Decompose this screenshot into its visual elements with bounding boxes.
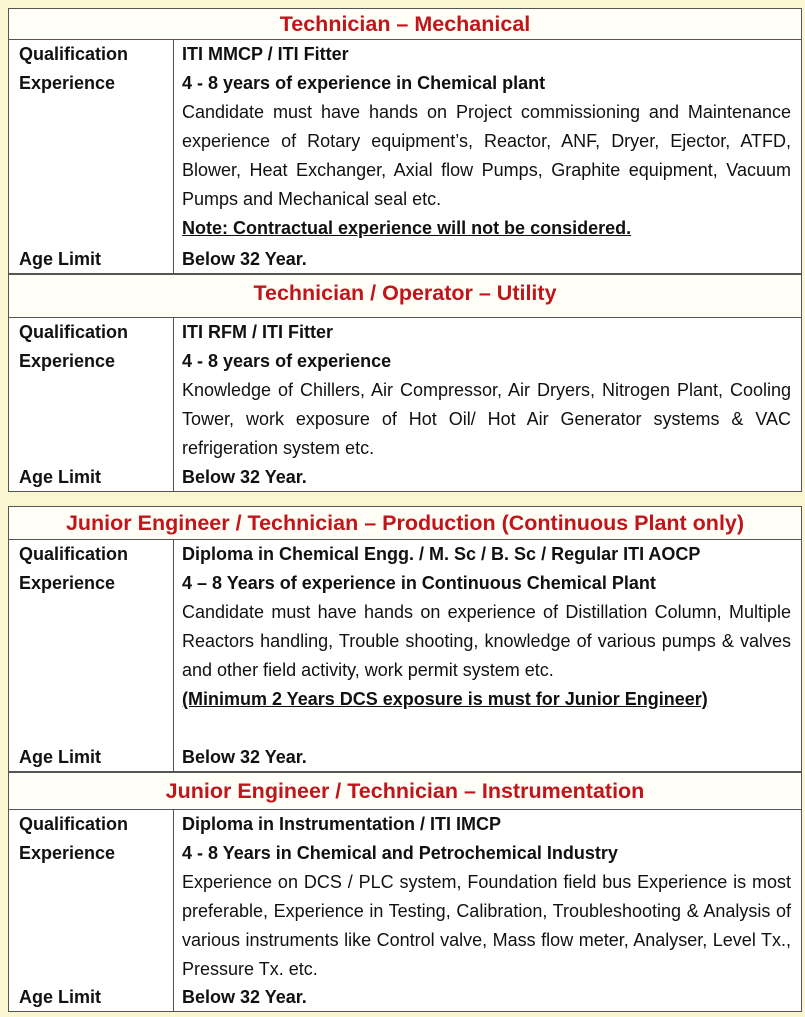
section-title: Junior Engineer / Technician – Instrumentation bbox=[9, 773, 801, 810]
label-column bbox=[9, 810, 174, 1012]
experience-label: Experience bbox=[19, 573, 116, 593]
age-limit-label: Age Limit bbox=[19, 747, 102, 767]
age-limit-label: Age Limit bbox=[19, 467, 102, 487]
qualification-value: Diploma in Chemical Engg. / M. Sc / B. Sc / Regular ITI AOCP bbox=[182, 544, 701, 564]
experience-description: Candidate must have hands on Project commissioning and Maintenance experience of Rotary equipment’s, Reactor, ANF, Dryer, Ejector, ATFD, Blower, Heat Exchanger, Axial flow Pumps, Graphite equipment, Vacuum Pumps and Mechanical seal etc. bbox=[182, 102, 791, 209]
experience-description: Knowledge of Chillers, Air Compressor, Air Dryers, Nitrogen Plant, Cooling Tower, work exposure of Hot Oil/ Hot Air Generator systems & VAC refrigeration system etc. bbox=[182, 380, 791, 458]
note-text: (Minimum 2 Years DCS exposure is must for Junior Engineer) bbox=[182, 689, 708, 709]
qualification-value: Diploma in Instrumentation / ITI IMCP bbox=[182, 814, 502, 834]
label-column bbox=[9, 540, 174, 772]
label-column bbox=[9, 318, 174, 492]
age-limit-value: Below 32 Year. bbox=[182, 249, 307, 269]
section-title: Technician / Operator – Utility bbox=[9, 275, 801, 318]
label-column bbox=[9, 40, 174, 274]
section-instrumentation bbox=[8, 772, 802, 1012]
qualification-label: Qualification bbox=[19, 544, 129, 564]
section-title: Junior Engineer / Technician – Production (Continuous Plant only) bbox=[9, 507, 801, 540]
value-column bbox=[174, 540, 801, 772]
note-text: Note: Contractual experience will not be considered. bbox=[182, 218, 632, 238]
experience-label: Experience bbox=[19, 73, 116, 93]
experience-label: Experience bbox=[19, 351, 116, 371]
experience-value: 4 – 8 Years of experience in Continuous Chemical Plant bbox=[182, 573, 656, 593]
age-limit-value: Below 32 Year. bbox=[182, 467, 307, 487]
section-title: Technician – Mechanical bbox=[9, 9, 801, 40]
section-mechanical bbox=[8, 8, 802, 274]
age-limit-value: Below 32 Year. bbox=[182, 747, 307, 767]
section-production bbox=[8, 506, 802, 772]
value-column bbox=[174, 318, 801, 492]
experience-description: Experience on DCS / PLC system, Foundation field bus Experience is most preferable, Experience in Testing, Calibration, Troubleshooting & Analysis of various instruments like Control valve, Mass flow meter, Analyser, Level Tx., Pressure Tx. etc. bbox=[182, 872, 791, 979]
section-utility bbox=[8, 274, 802, 492]
value-column bbox=[174, 40, 801, 274]
age-limit-value: Below 32 Year. bbox=[182, 987, 307, 1007]
qualification-value: ITI RFM / ITI Fitter bbox=[182, 322, 333, 342]
age-limit-label: Age Limit bbox=[19, 249, 102, 269]
experience-description: Candidate must have hands on experience of Distillation Column, Multiple Reactors handling, Trouble shooting, knowledge of various pumps & valves and other field activity, work permit system etc. bbox=[182, 602, 791, 680]
experience-label: Experience bbox=[19, 843, 116, 863]
qualification-label: Qualification bbox=[19, 814, 129, 834]
experience-value: 4 - 8 Years in Chemical and Petrochemical Industry bbox=[182, 843, 618, 863]
qualification-label: Qualification bbox=[19, 322, 129, 342]
value-column bbox=[174, 810, 801, 1012]
experience-value: 4 - 8 years of experience in Chemical plant bbox=[182, 73, 546, 93]
qualification-label: Qualification bbox=[19, 44, 129, 64]
age-limit-label: Age Limit bbox=[19, 987, 102, 1007]
qualification-value: ITI MMCP / ITI Fitter bbox=[182, 44, 349, 64]
experience-value: 4 - 8 years of experience bbox=[182, 351, 392, 371]
